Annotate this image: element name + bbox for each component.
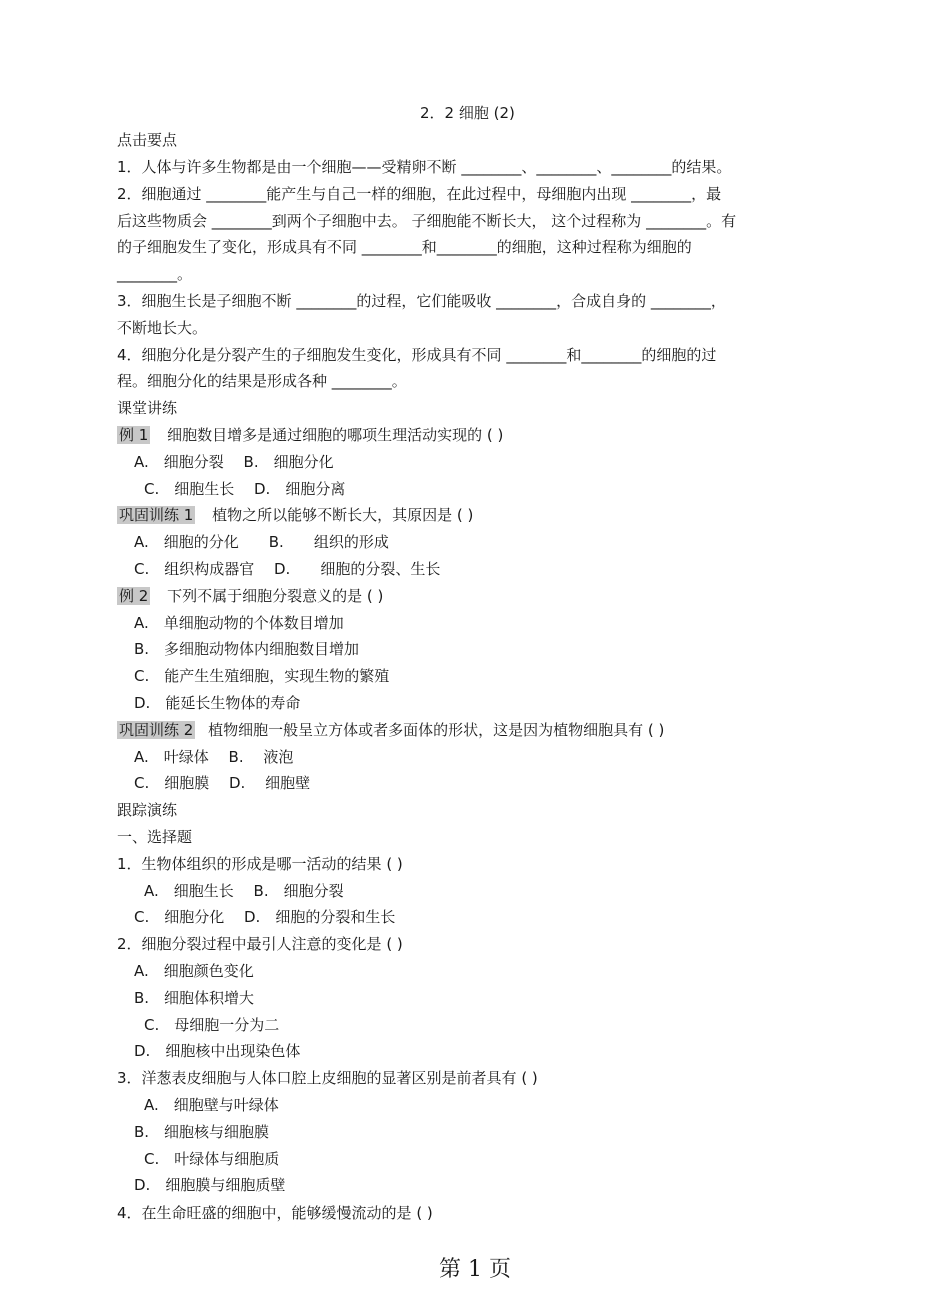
question-1: 1．生物体组织的形成是哪一活动的结果 ( ) <box>117 855 403 873</box>
option-line: D. 细胞核中出现染色体 <box>134 1042 301 1060</box>
example-1 <box>117 425 503 445</box>
option-line: A. 细胞分裂 B. 细胞分化 <box>134 453 334 471</box>
text-line: 1．人体与许多生物都是由一个细胞——受精卵不断 ________、________、________的结果。 <box>117 158 732 176</box>
section-heading-key-points: 点击要点 <box>117 131 178 149</box>
exercise-1 <box>117 505 473 525</box>
text-line: 4．细胞分化是分裂产生的子细胞发生变化，形成具有不同 ________和________的细胞的过 <box>117 346 717 364</box>
option-line: C. 细胞生长 D. 细胞分离 <box>144 480 346 498</box>
example-2 <box>117 586 383 606</box>
example-tag: 例 1 <box>119 426 149 444</box>
option-line: C. 细胞膜 D. 细胞壁 <box>134 774 311 792</box>
option-line: B. 细胞核与细胞膜 <box>134 1123 270 1141</box>
question-text: 细胞数目增多是通过细胞的哪项生理活动实现的 ( ) <box>167 426 504 444</box>
text-line: 后这些物质会 ________到两个子细胞中去。 子细胞能不断长大， 这个过程称为 ________。有 <box>117 212 737 230</box>
text-line: 不断地长大。 <box>117 319 208 337</box>
option-line: B. 多细胞动物体内细胞数目增加 <box>134 640 360 658</box>
example-tag: 例 2 <box>119 587 149 605</box>
question-text: 下列不属于细胞分裂意义的是 ( ) <box>167 587 384 605</box>
option-line: C. 叶绿体与细胞质 <box>144 1150 280 1168</box>
question-4: 4．在生命旺盛的细胞中，能够缓慢流动的是 ( ) <box>117 1204 433 1222</box>
exercise-tag: 巩固训练 2 <box>119 721 194 739</box>
option-line: A. 细胞壁与叶绿体 <box>144 1096 279 1114</box>
question-2: 2．细胞分裂过程中最引人注意的变化是 ( ) <box>117 935 403 953</box>
option-line: D. 能延长生物体的寿命 <box>134 694 301 712</box>
option-line: A. 细胞生长 B. 细胞分裂 <box>144 882 344 900</box>
page-footer: 第 1 页 <box>439 1257 511 1282</box>
question-text: 植物之所以能够不断长大，其原因是 ( ) <box>212 506 474 524</box>
option-line: A. 细胞颜色变化 <box>134 962 254 980</box>
option-line: A. 叶绿体 B. 液泡 <box>134 748 294 766</box>
page-title: 2．2 细胞 (2) <box>420 104 515 122</box>
text-line: 2．细胞通过 ________能产生与自己一样的细胞，在此过程中，母细胞内出现 ________，最 <box>117 185 722 203</box>
option-line: D. 细胞膜与细胞质壁 <box>134 1176 286 1194</box>
question-3: 3．洋葱表皮细胞与人体口腔上皮细胞的显著区别是前者具有 ( ) <box>117 1069 538 1087</box>
option-line: C. 细胞分化 D. 细胞的分裂和生长 <box>134 908 396 926</box>
text-line: 3．细胞生长是子细胞不断 ________的过程，它们能吸收 ________，合成自身的 ________， <box>117 292 726 310</box>
section-heading-choice: 一、选择题 <box>117 828 193 846</box>
question-text: 植物细胞一般呈立方体或者多面体的形状，这是因为植物细胞具有 ( ) <box>208 721 665 739</box>
option-line: C. 母细胞一分为二 <box>144 1016 280 1034</box>
text-line: 程。细胞分化的结果是形成各种 ________。 <box>117 372 407 390</box>
option-line: A. 细胞的分化 B. 组织的形成 <box>134 533 389 551</box>
section-heading-class-practice: 课堂讲练 <box>117 399 178 417</box>
option-line: C. 能产生生殖细胞，实现生物的繁殖 <box>134 667 390 685</box>
section-heading-follow-up: 跟踪演练 <box>117 801 178 819</box>
option-line: B. 细胞体积增大 <box>134 989 255 1007</box>
option-line: C. 组织构成器官 D. 细胞的分裂、生长 <box>134 560 441 578</box>
exercise-tag: 巩固训练 1 <box>119 506 194 524</box>
text-line: ________。 <box>117 265 193 283</box>
text-line: 的子细胞发生了变化，形成具有不同 ________和________的细胞，这种过程称为细胞的 <box>117 238 692 256</box>
option-line: A. 单细胞动物的个体数目增加 <box>134 614 344 632</box>
exercise-2 <box>117 720 664 740</box>
